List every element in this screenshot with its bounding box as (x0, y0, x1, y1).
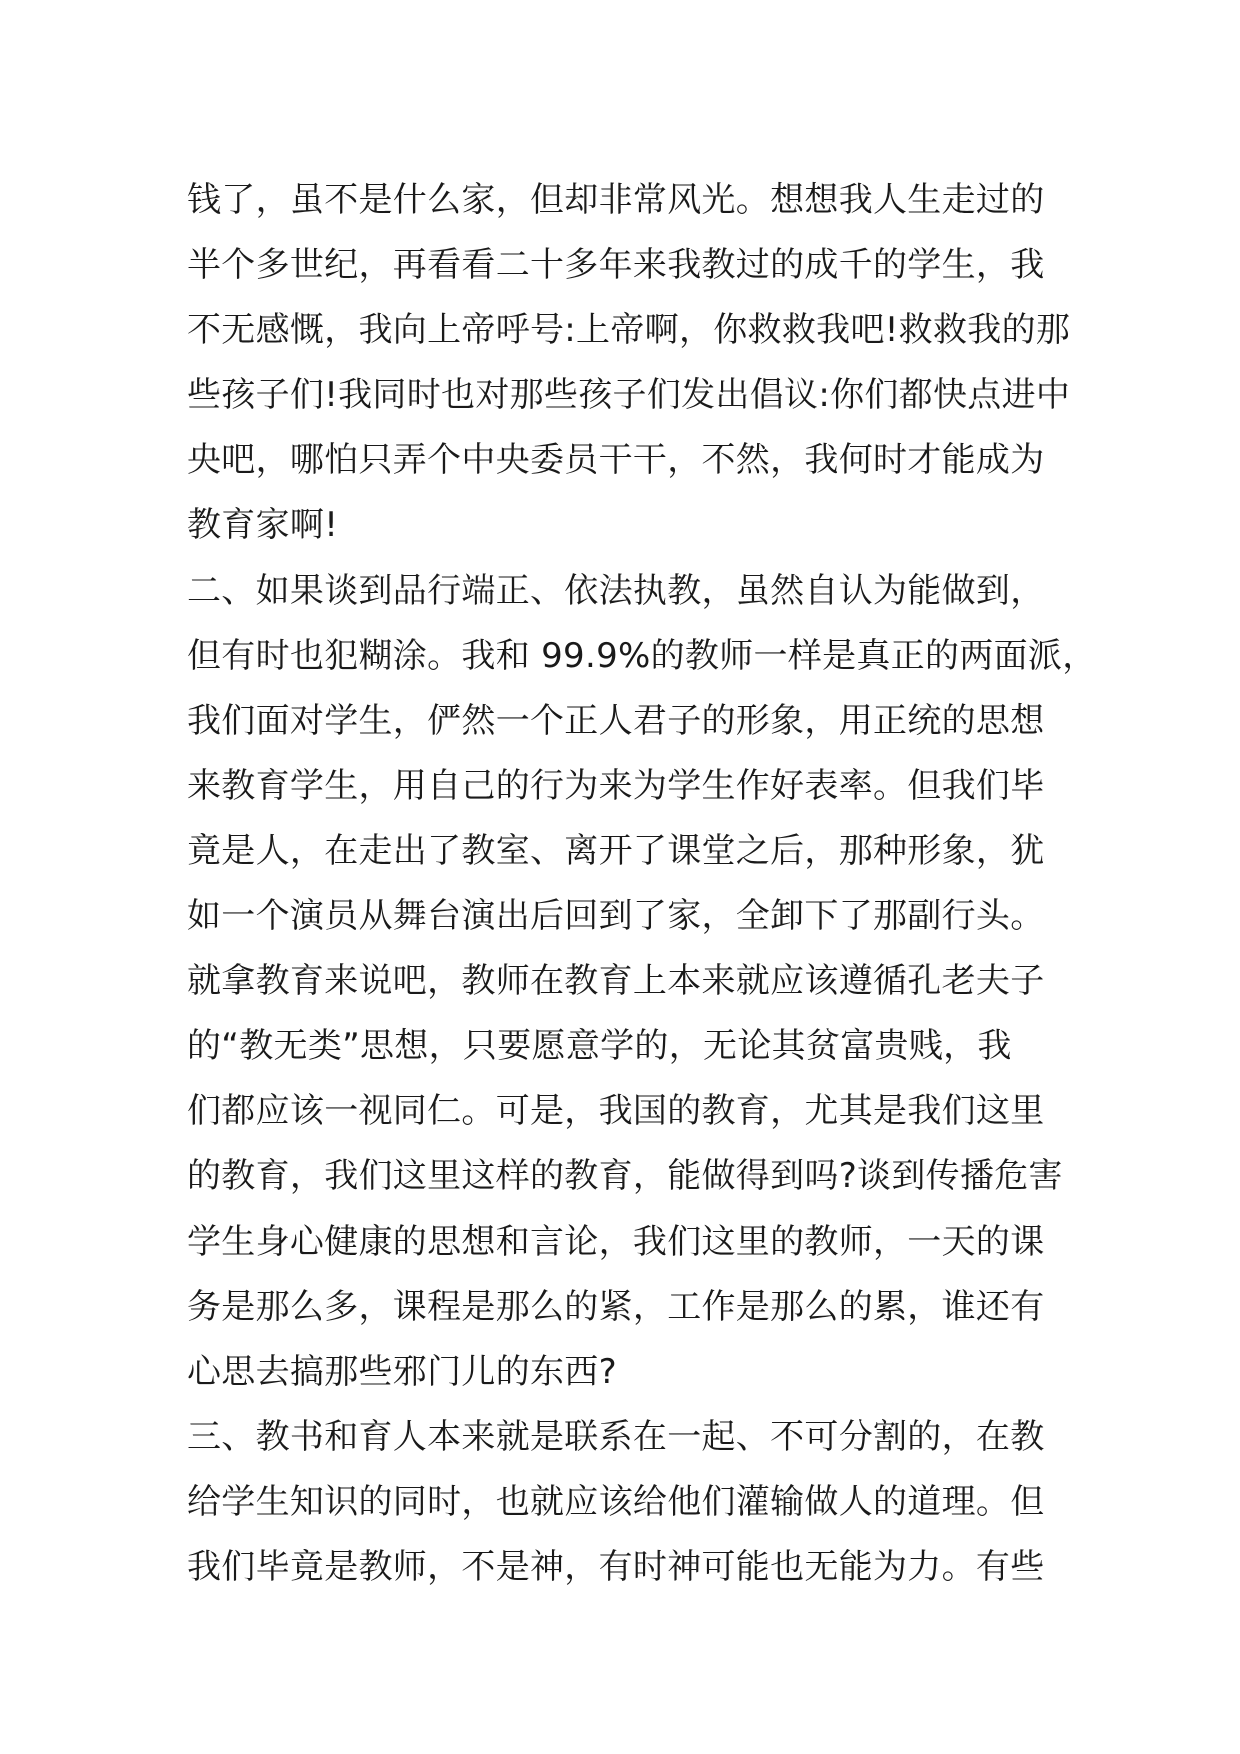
text-line: 竟是人，在走出了教室、离开了课堂之后，那种形象，犹 (187, 830, 1045, 871)
text-line: 的教育，我们这里这样的教育，能做得到吗?谈到传播危害 (187, 1156, 1063, 1197)
text-line: 教育家啊! (187, 505, 339, 546)
text-line: 央吧，哪怕只弄个中央委员干干，不然，我何时才能成为 (187, 440, 1045, 481)
text-line: 的“教无类”思想，只要愿意学的，无论其贫富贵贱，我 (187, 1026, 1012, 1067)
text-line: 就拿教育来说吧，教师在教育上本来就应该遵循孔老夫子 (187, 961, 1045, 1002)
text-line: 如一个演员从舞台演出后回到了家，全卸下了那副行头。 (187, 896, 1045, 937)
text-line: 钱了，虽不是什么家，但却非常风光。想想我人生走过的 (187, 180, 1045, 220)
text-line: 来教育学生，用自己的行为来为学生作好表率。但我们毕 (187, 765, 1045, 806)
text-line: 不无感慨，我向上帝呼号:上帝啊，你救救我吧!救救我的那 (187, 310, 1071, 351)
text-line: 三、教书和育人本来就是联系在一起、不可分割的，在教 (187, 1416, 1045, 1457)
text-line: 学生身心健康的思想和言论，我们这里的教师，一天的课 (187, 1221, 1045, 1262)
text-line: 务是那么多，课程是那么的紧，工作是那么的累，谁还有 (187, 1286, 1045, 1327)
document-body (187, 168, 1097, 1600)
text-line: 心思去搞那些邪门儿的东西? (187, 1351, 617, 1392)
text-line: 二、如果谈到品行端正、依法执教，虽然自认为能做到， (187, 570, 1045, 611)
text-line: 但有时也犯糊涂。我和 99.9%的教师一样是真正的两面派， (187, 635, 1097, 676)
text-line: 我们毕竟是教师，不是神，有时神可能也无能为力。有些 (187, 1546, 1045, 1587)
text-line: 半个多世纪，再看看二十多年来我教过的成千的学生，我 (187, 245, 1045, 286)
text-line: 们都应该一视同仁。可是，我国的教育，尤其是我们这里 (187, 1091, 1045, 1132)
text-line: 些孩子们!我同时也对那些孩子们发出倡议:你们都快点进中 (187, 375, 1071, 416)
text-line: 我们面对学生，俨然一个正人君子的形象，用正统的思想 (187, 700, 1045, 741)
text-line: 给学生知识的同时，也就应该给他们灌输做人的道理。但 (187, 1481, 1045, 1522)
